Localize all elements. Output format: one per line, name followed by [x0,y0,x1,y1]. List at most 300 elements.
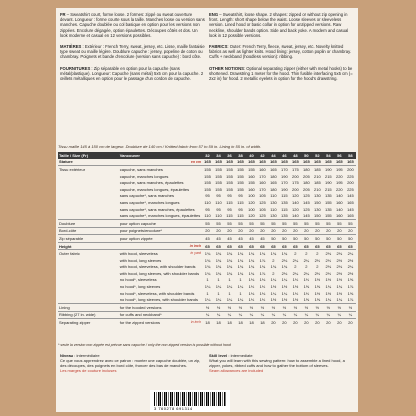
yardage-table [58,152,356,326]
value-cell: 170 [259,186,266,192]
stature-cell: 165 [281,159,288,165]
value-cell: 130 [270,199,277,205]
value-cell: 155 [324,213,332,219]
value-cell: 175 [292,180,299,186]
value-cell-en: 1¾ [336,297,343,303]
value-cell-en: 2¼ [303,257,310,263]
value-cell: 50 [334,235,345,243]
value-cell-en: 2¼ [292,257,299,263]
value-cell-en: ¼ [213,311,224,319]
value-cell-en: 1⅓ [248,297,255,303]
value-cell: 180 [270,173,277,179]
value-cell-en: ½ [268,304,279,312]
value-cell: 120 [248,213,255,219]
skill-en-text: What you will learn with this sewing pattern: how to assemble a lined hood, a zipper, yokes, ribbed cuffs and how to gather the bottom of sleeves. [209,358,345,368]
value-cell: 120 [292,193,299,199]
stature-cell: 165 [248,159,255,165]
value-cell: 120 [292,206,299,212]
value-cell: 200 [345,166,356,173]
value-cell-en: 1¼ [226,297,233,303]
value-cell-en: 1½ [281,284,288,290]
row-desc-text: no hood*, long sleeves, with shoulder bands [119,297,198,303]
size-cell: 44 [268,152,279,159]
stature-cell: 165 [347,159,354,165]
value-cell-en: 2⅓ [325,270,332,276]
row-label [58,193,119,200]
value-cell: 125 [303,193,310,199]
value-cell-en: 1½ [325,277,332,283]
value-cell: 155 [235,166,246,173]
value-cell: 105 [259,206,266,212]
value-cell-en: 1¾ [213,250,224,257]
table-row-en [58,290,356,297]
value-cell: 160 [248,173,255,179]
value-cell: 160 [248,186,255,192]
value-cell-en: 1⅞ [259,270,266,276]
table-row-en [58,311,356,319]
skill-fr: Niveau : intermédiaire Ce que vous apprendrez avec ce patron : monter une capuche doublée, un zip, des découpes, des poignets en bord côte, froncer des bas de manches. Les marges de couture incluses [60,353,205,373]
value-cell-en: ½ [202,304,213,312]
value-cell: 20 [235,227,246,235]
value-cell: 55 [246,219,257,227]
value-cell: 20 [345,227,356,235]
value-cell: 55 [334,219,345,227]
height-unit: in inch [119,242,202,250]
table-row [58,227,356,235]
height-cell: 65 [213,242,224,250]
row-desc-en [119,270,202,277]
value-cell-en: 18 [235,319,246,326]
value-cell-en: 1⅝ [314,284,321,290]
value-cell: 165 [268,166,279,173]
fr-supplies: FOURNITURES : Zip séparable en option pour la capuche (sans métal/plastique). Longueur: Capuche (sans métal) 5x5 cm pour la capuche. 2 œillets métalliques en option pour le passage d'un cordon de capuche. [60,65,204,82]
value-cell-en: 1¾ [270,264,277,270]
value-cell-en: ½ [279,304,290,312]
value-cell: 195 [335,180,343,186]
value-cell-en: ¼ [290,311,301,319]
skill-fr-text: Ce que vous apprendrez avec ce patron : monter une capuche doublée, un zip, des découpes, des poignets en bord côte, froncer des bas de manches. [60,358,201,368]
value-cell: 150 [314,199,321,205]
row-label [58,186,119,193]
value-cell-en: 1¾ [204,264,211,270]
value-cell-en: 1⅝ [303,284,310,290]
size-cell: 40 [246,152,257,159]
value-cell: 55 [301,219,312,227]
value-cell: 130 [270,213,277,219]
height-label: Height [58,242,119,250]
value-cell-en: 1½ [270,284,277,290]
value-cell: 20 [334,227,345,235]
value-cell-en: 2 [312,250,323,257]
barcode-bars [154,392,226,406]
value-cell-en: 1⅝ [347,277,354,283]
row-desc: sans capuche*, sans manches [119,193,174,199]
value-cell-en: ¼ [334,311,345,319]
value-cell-en: 2 [272,270,275,276]
row-desc-en [119,296,202,303]
value-cell-en: 1¾ [204,270,211,276]
row-desc-text: for cuffs and neckband* [119,312,162,318]
value-cell-en: 1¾ [237,257,244,263]
row-desc: pour option capuche [119,219,202,227]
row-desc: pour poignets/encolure* [119,227,202,235]
height-cell: 65 [279,242,290,250]
value-cell-en: 1⅞ [347,297,354,303]
value-cell: 175 [290,166,301,173]
table-row-en [58,257,356,264]
value-cell-en: 1¼ [226,284,233,290]
row-label [58,199,119,206]
value-cell: 210 [314,186,321,192]
value-cell-en: 2 [316,264,319,270]
value-cell: 110 [204,199,211,205]
height-cell: 65 [290,242,301,250]
en-fabrics-text: Outer: French Terry, fleece, sweat, jersey, etc. Novelty knitted fabrics as well as lighter knits. Hood lining: jersey, cotton poplin or chambray. Cuffs + neckband (hoodless version): ribbing. [209,44,352,60]
size-cell: 58 [345,152,356,159]
row-desc-text: for the hooded versions [119,304,162,310]
value-cell-en: 20 [268,319,279,326]
size-cell: 38 [235,152,246,159]
row-label-en: Ribbing (27 in. wide) [58,311,119,319]
row-desc-text: with hood, long sleeves, with shoulder bands [119,270,200,276]
value-cell: 55 [257,219,268,227]
value-cell: 130 [314,206,321,212]
value-cell: 45 [235,235,246,243]
skill-fr-level: intermédiaire [76,353,100,358]
height-cell: 65 [323,242,334,250]
value-cell-en: 1¾ [235,250,246,257]
value-cell-en: 2⅛ [323,250,334,257]
value-cell-en: 2⅛ [281,257,288,263]
stature-cell: 165 [303,159,310,165]
row-label-en: Lining [58,304,119,312]
value-cell: 155 [324,199,332,205]
value-cell: 190 [281,173,288,179]
value-cell: 55 [323,219,334,227]
value-cell: 170 [281,180,288,186]
value-cell-en: 1⅝ [347,290,354,296]
value-cell: 155 [215,173,222,179]
table-row-en [58,270,356,277]
row-desc-text: no hood*, sleeveless, with shoulder bands [119,290,195,296]
barcode [150,390,230,412]
value-cell-en: ½ [323,304,334,312]
value-cell: 55 [224,219,235,227]
fr-materials-text: Extérieur : French Terry, sweat, jersey, etc. Lisse, maille fantaisie type sweat ou maille légère. Doublure capuche : jersey, popeline de coton ou chambray. Poignets et bande d'encolure (version sans capuche) : bord côte. [60,44,205,60]
value-cell: 155 [204,186,211,192]
value-cell: 155 [215,186,222,192]
height-cell: 65 [235,242,246,250]
table-row [58,186,356,193]
row-label: Bord-côte [58,227,119,235]
table-row [58,206,356,213]
value-cell: 120 [248,199,255,205]
row-label [58,206,119,213]
value-cell: 100 [248,206,255,212]
value-cell-en: 2⅓ [314,270,321,276]
value-cell: 155 [204,173,211,179]
en-fabrics-title: FABRICS [209,44,228,50]
value-cell-en: ¼ [345,311,356,319]
en-fabrics: FABRICS: Outer: French Terry, fleece, sweat, jersey, etc. Novelty knitted fabrics as well as lighter knits. Hood lining: jersey, cotton poplin or chambray. Cuffs + neckband (hoodless version): ribbing. [209,44,352,60]
value-cell-en: 1¾ [215,270,222,276]
value-cell-en: ½ [257,304,268,312]
value-cell-en: 2 [301,250,312,257]
value-cell: 155 [224,166,235,173]
value-cell: 50 [301,235,312,243]
table-row-en [58,264,356,271]
stature-cell: 165 [292,159,299,165]
value-cell-en: ¼ [323,311,334,319]
value-cell-en: 1⅛ [248,277,255,283]
stature-cell: 165 [226,159,233,165]
value-cell-en: 1⅝ [303,297,310,303]
value-cell: 125 [303,206,310,212]
value-cell-en: 1⅓ [259,297,266,303]
value-cell: 155 [237,173,244,179]
en-text: Sweatshirt, loose shape. 2 shapes: zipped or without zip opening in front. Length: short shape below the waist. Loose sleeves or sleeveless version. Lined hood or basic collar in option for unzipped versions. Raw neckline, shoulder bands option. Side and back yoke. A modern and casual look in 12 possible versions. [209,12,349,38]
value-cell-en: 2¼ [303,270,310,276]
row-desc: sans capuche*, manches longues [119,199,180,205]
height-cell: 65 [345,242,356,250]
value-cell-en: 1¾ [226,264,233,270]
stature-cell: 165 [270,159,277,165]
value-cell-en: 2⅛ [334,250,345,257]
en-intro: ENG – Sweatshirt, loose shape. 2 shapes: zipped or without zip opening in front. Length: short shape below the waist. Loose sleeves or sleeveless version. Lined hood or basic collar in option for unzipped versions. Raw neckline, shoulder bands option. Side and back yoke. A modern and casual look in 12 possible versions. [209,12,349,38]
value-cell-en: ¼ [312,311,323,319]
value-cell: 215 [324,173,332,179]
value-cell-en: 1¾ [259,264,266,270]
row-unit: in inch [190,320,202,325]
value-cell: 55 [202,219,213,227]
row-desc-text: no hood*, sleeveless [119,277,157,283]
row-label-en: Separating zipper [58,319,119,326]
value-cell: 110 [270,206,277,212]
value-cell-en: 1¾ [237,264,244,270]
value-cell-en: 20 [323,319,334,326]
value-cell: 135 [324,193,332,199]
value-cell: 195 [334,166,345,173]
value-cell: 160 [259,180,266,186]
row-label-en [58,264,119,271]
value-cell: 115 [226,199,233,205]
value-cell-en: 20 [290,319,301,326]
value-cell-en: 1½ [314,290,321,296]
value-cell: 155 [226,180,233,186]
value-cell: 160 [335,213,343,219]
value-cell: 165 [347,213,354,219]
value-cell: 95 [205,206,210,212]
value-cell: 20 [268,227,279,235]
value-cell-en: 1¼ [215,297,222,303]
value-cell-en: 1⅝ [314,297,321,303]
value-cell-en: 2⅛ [336,264,343,270]
value-cell: 185 [312,166,323,173]
value-cell-en: 1¾ [226,270,233,276]
value-cell-en: 1½ [314,277,321,283]
table-header-row [58,152,356,159]
value-cell-en: 1¾ [226,257,233,263]
value-cell: 50 [345,235,356,243]
skill-en: Skill level : intermediate What you will learn with this sewing pattern: how to assemble a lined hood, a zipper, yokes, ribbed cuffs and how to gather the bottom of sleeves. Seam allowances are included [209,353,354,373]
table-row [58,235,356,243]
value-cell-en: 1¾ [246,250,257,257]
table-row-en [58,319,356,326]
value-cell: 110 [270,193,277,199]
value-cell-en: ¼ [224,311,235,319]
table-row [58,199,356,206]
value-cell-en: 1 [206,290,209,296]
value-cell: 190 [323,166,334,173]
value-cell-en: 2¼ [347,264,354,270]
seam-en: Seam allowances are included [209,368,264,373]
value-cell-en: 1¼ [281,277,288,283]
value-cell-en: 18 [224,319,235,326]
value-cell: 100 [248,193,255,199]
value-cell-en: 1⅞ [347,284,354,290]
value-cell-en: 1¾ [215,264,222,270]
value-cell: 95 [227,206,232,212]
row-label-en: Outer fabric [58,250,119,257]
value-cell-en: 2½ [347,270,354,276]
value-cell: 155 [202,166,213,173]
value-cell: 180 [270,186,277,192]
value-cell-en: 1¼ [237,284,244,290]
value-cell-en: ¼ [257,311,268,319]
fr-materials: MATIÈRES : Extérieur : French Terry, sweat, jersey, etc. Lisse, maille fantaisie type sweat ou maille légère. Doublure capuche : jersey, popeline de coton ou chambray. Poignets et bande d'encolure (version sans capuche) : bord côte. [60,44,205,60]
value-cell-en: 2 [272,257,275,263]
row-desc-en [119,290,202,297]
value-cell: 200 [347,180,354,186]
skill-en-level: intermediate [230,353,253,358]
value-cell: 205 [303,186,310,192]
value-cell: 105 [259,193,266,199]
value-cell-en: 2⅓ [325,257,332,263]
fr-title: FR [60,12,66,17]
height-row [58,242,356,250]
value-cell-en: 2 [294,264,297,270]
value-cell-en: 2 [305,264,308,270]
value-cell-en: 1 [239,290,242,296]
value-cell: 205 [303,173,310,179]
value-cell: 135 [281,213,288,219]
value-cell-en: 1 [206,277,209,283]
value-cell: 140 [292,213,299,219]
value-cell-en: 20 [345,319,356,326]
row-unit: in yard [190,251,202,256]
value-cell: 95 [216,206,221,212]
value-cell: 125 [259,213,266,219]
row-desc-en [119,250,202,257]
fr-supplies-title: FOURNITURES [60,65,91,71]
value-cell-en: 18 [246,319,257,326]
row-desc-text: with hood, long sleeves [119,257,162,263]
fr-intro: FR – Sweatshirt court, forme loose. 2 formes: zippé ou sweat ouverture devant. Longueur : forme courte sous la taille. Manches loose ou version sans manches. Capuche doublée ou col basique en option pour les versions non zippées. Encolure dégagée, option épaulettes. Découpes côtés et dos. Un look moderne et casual en 12 versions possibles. [60,12,205,38]
value-cell: 50 [290,235,301,243]
value-cell: 45 [257,235,268,243]
table-row-en [58,304,356,312]
stature-cell: 165 [324,159,332,165]
row-label-en [58,277,119,284]
value-cell: 95 [205,193,210,199]
value-cell: 145 [347,206,354,212]
french-column [60,12,205,87]
barcode-number: 3 760278 691314 [154,406,193,411]
stature-cell: 165 [215,159,222,165]
row-desc: capuche, manches longues, épaulettes [119,186,190,192]
fabric-width-note: Tissu maille 145 à 150 cm de largeur. Doublure de 140 cm / Knitted fabric from 57 to 59 in. Lining in 55 in. of width. [58,144,262,149]
fr-text: Sweatshirt court, forme loose. 2 formes: zippé ou sweat ouverture devant. Longueur : forme courte sous la taille. Manches loose ou version sans manches. Capuche doublée ou col basique en option pour les versions non zippées. Encolure dégagée, option épaulettes. Découpes côtés et dos. Un look moderne et casual en 12 versions possibles. [60,12,205,38]
value-cell: 155 [246,166,257,173]
value-cell: 55 [235,219,246,227]
value-cell: 110 [204,213,211,219]
value-cell-en: 1½ [270,297,277,303]
value-cell-en: 1¼ [204,284,211,290]
value-cell: 55 [312,219,323,227]
value-cell-en: ½ [235,304,246,312]
value-cell-en: 1⅛ [259,277,266,283]
row-label: Tissu extérieur [58,166,119,173]
value-cell-en: 1¾ [281,264,288,270]
en-notions: OTHER NOTIONS: Optional separating zipper (either with metal hooks) to be shortened. Drawstring 1 meter for the hood. Thin fusible interfacing 5x5 cm (= 2x2 in) for hood. 2 metallic eyelets in option for the hood's drawstring. [209,65,353,82]
value-cell: 185 [314,180,321,186]
row-desc-text: for the zipped versions [119,320,160,326]
value-cell-en: 18 [257,319,268,326]
value-cell-en: 2½ [347,257,354,263]
row-desc-text: with hood, sleeveless, with shoulder bands [119,264,196,270]
table-row [58,193,356,200]
row-desc: capuche, manches longues [119,173,169,179]
table-row [58,219,356,227]
stature-cell: 165 [204,159,211,165]
value-cell-en: 1 [228,277,231,283]
value-cell: 115 [226,213,233,219]
value-cell-en: 1½ [292,297,299,303]
value-cell-en: 2 [290,250,301,257]
value-cell-en: 1¾ [248,257,255,263]
value-cell: 155 [215,180,222,186]
value-cell-en: 1½ [336,290,343,296]
table-row-en [58,283,356,290]
value-cell: 190 [281,186,288,192]
value-cell: 170 [259,173,266,179]
value-cell-en: 1⅛ [259,290,266,296]
row-label-en [58,283,119,290]
skill-fr-title: Niveau [60,353,74,358]
row-desc: sans capuche*, manches longues, épaulettes [119,213,201,219]
value-cell-en: 18 [202,319,213,326]
value-cell-en: 1¾ [204,257,211,263]
value-cell: 95 [238,193,243,199]
value-cell: 110 [215,199,222,205]
value-cell: 155 [237,186,244,192]
value-cell-en: 1⅓ [259,284,266,290]
value-cell-en: 1¾ [325,284,332,290]
table-row [58,173,356,180]
value-cell-en: 1¼ [270,277,277,283]
value-cell: 145 [347,193,354,199]
seam-fr: Les marges de couture incluses [60,368,117,373]
value-cell-en: ¼ [202,311,213,319]
size-cell: 32 [202,152,213,159]
value-cell-en: 1½ [281,297,288,303]
value-cell-en: ½ [334,304,345,312]
value-cell: 95 [238,206,243,212]
row-label-en [58,296,119,303]
english-column [209,12,354,87]
value-cell-en: ½ [224,304,235,312]
row-desc-en [119,283,202,290]
